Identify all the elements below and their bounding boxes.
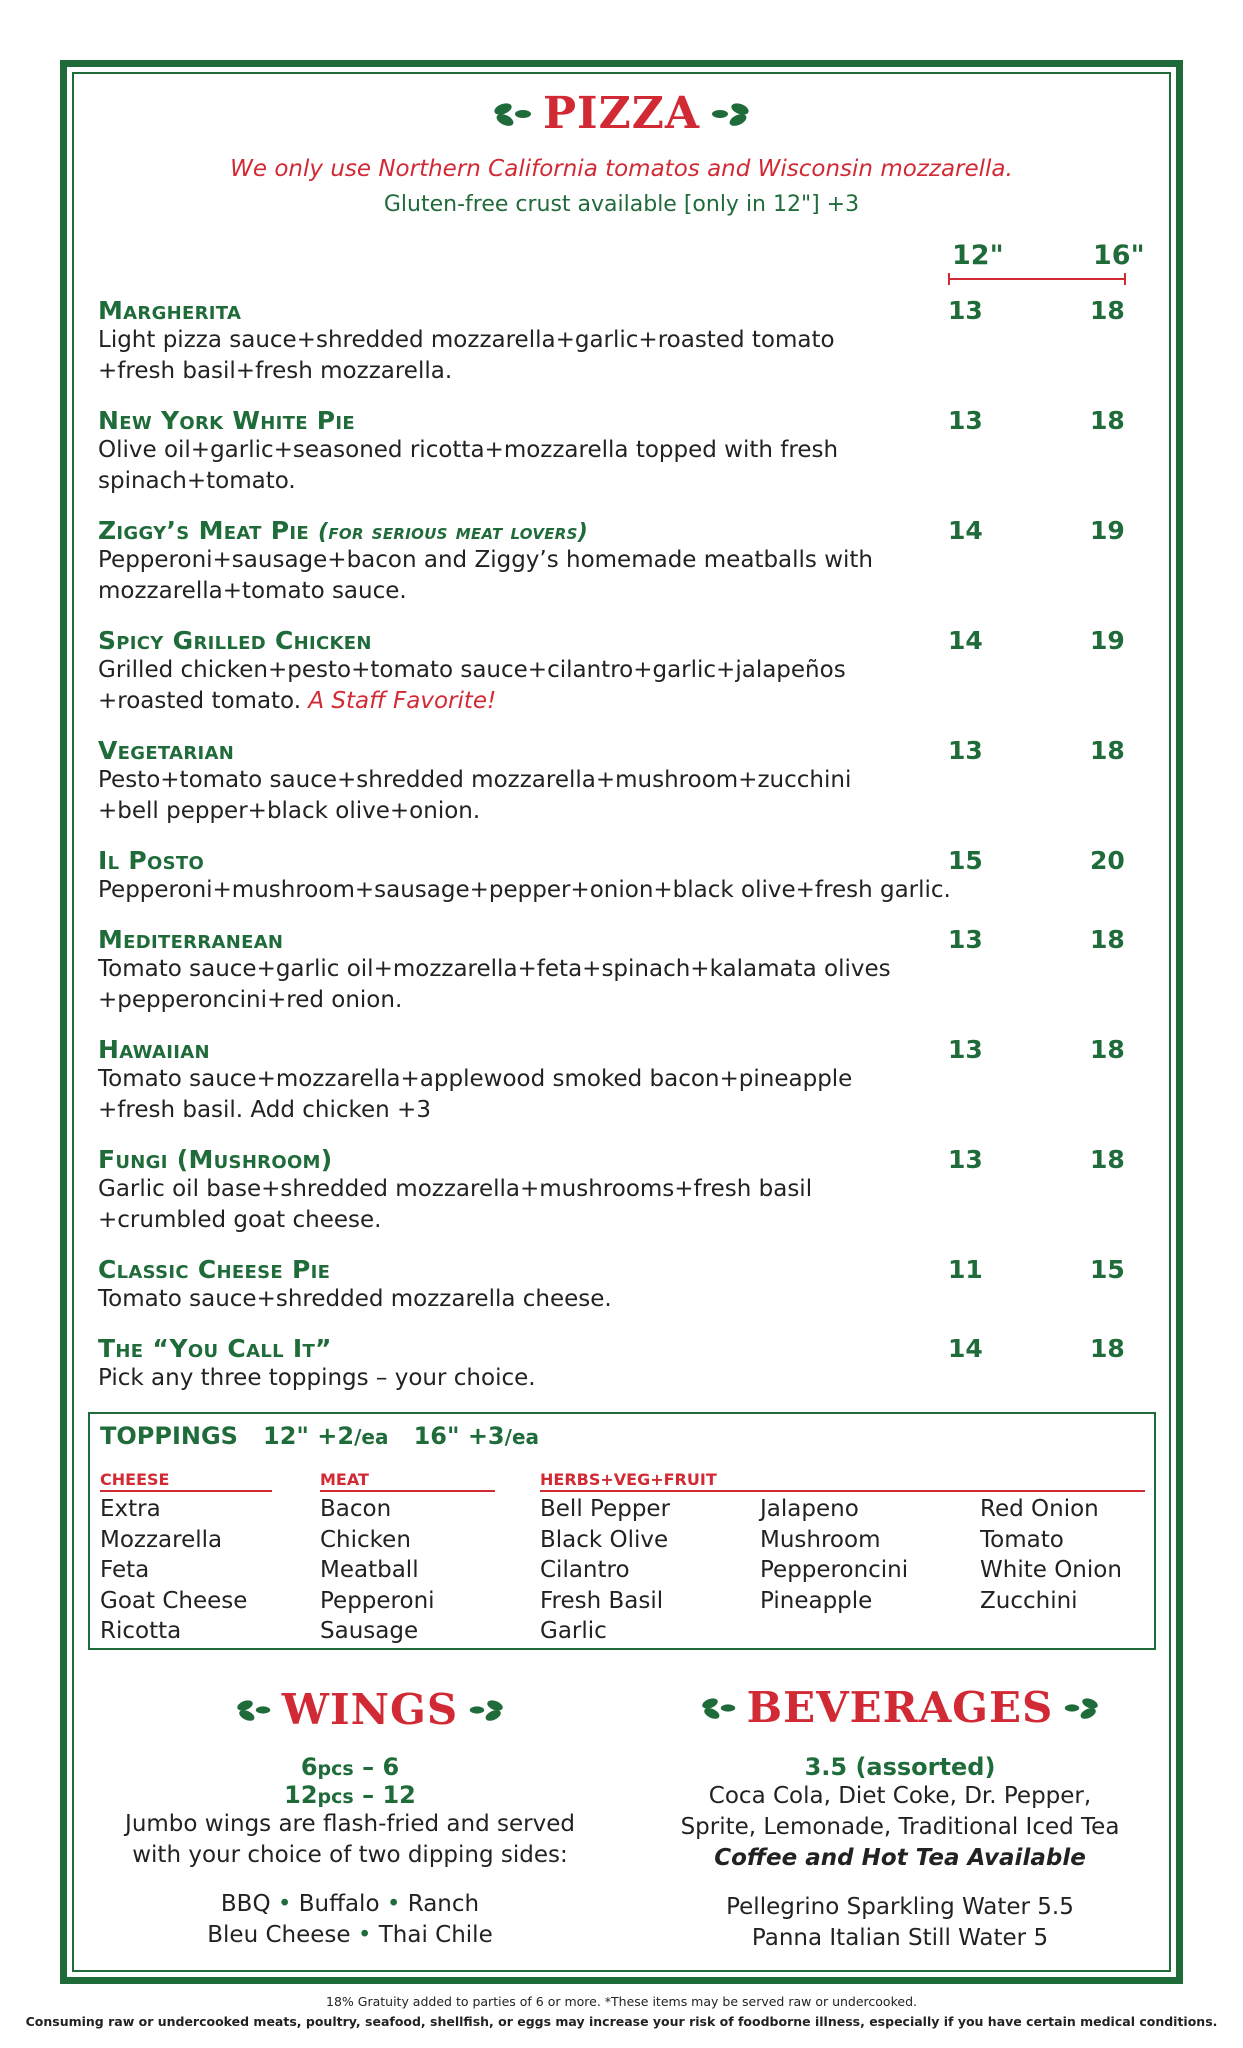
bullet-separator: • <box>386 1891 401 1917</box>
wings-12-price <box>110 1781 590 1809</box>
cheese-title: CHEESE <box>100 1470 272 1492</box>
toppings-price-12: 12" +2 <box>263 1422 355 1450</box>
pizza-desc: Pick any three toppings – your choice. <box>98 1365 536 1391</box>
price-12: 11 <box>948 1255 983 1284</box>
gluten-free-note: Gluten-free crust available [only in 12"] +3 <box>383 192 860 217</box>
topping-item: Black Olive <box>540 1526 669 1553</box>
leaf-ornament-icon <box>710 99 750 129</box>
leaf-ornament-icon <box>701 1694 737 1722</box>
topping-item: Garlic <box>540 1618 607 1644</box>
pizza-item <box>98 1334 1148 1394</box>
price-16: 15 <box>1090 1255 1125 1284</box>
pizza-name: Classic Cheese Pie <box>98 1255 331 1284</box>
pizza-desc: Tomato sauce+shredded mozzarella cheese. <box>98 1286 612 1312</box>
herbs-list-2 <box>760 1494 908 1616</box>
price-16: 18 <box>1090 1145 1125 1174</box>
price-16: 18 <box>1090 1334 1125 1363</box>
topping-item: Bacon <box>320 1496 392 1522</box>
pizza-name: Ziggy’s Meat Pie <box>98 516 309 545</box>
pizza-name: Vegetarian <box>98 736 235 765</box>
wings-title: WINGS <box>281 1685 459 1734</box>
price-12: 13 <box>948 1145 983 1174</box>
size-16-header: 16" <box>1093 240 1145 271</box>
herbs-list-1 <box>540 1494 670 1647</box>
toppings-meat-column <box>320 1470 495 1647</box>
toppings-header <box>100 1422 539 1450</box>
topping-item: Chicken <box>320 1526 411 1553</box>
pizza-desc: spinach+tomato. <box>98 468 296 494</box>
pizza-desc: Light pizza sauce+shredded mozzarella+garlic+roasted tomato <box>98 327 835 353</box>
topping-item: Pepperoncini <box>760 1557 909 1583</box>
per-each-label: /ea <box>504 1425 540 1449</box>
beverages-heading <box>690 1683 1110 1732</box>
pizza-desc: Pepperoni+mushroom+sausage+pepper+onion+black olive+fresh garlic. <box>98 877 951 903</box>
topping-item: Tomato <box>980 1526 1064 1553</box>
leaf-ornament-icon <box>1063 1694 1099 1722</box>
leaf-ornament-icon <box>468 1696 504 1724</box>
topping-item: Ricotta <box>100 1618 182 1644</box>
wings-6-price <box>110 1753 590 1781</box>
pizza-item <box>98 626 1148 717</box>
pizza-name: New York White Pie <box>98 406 356 435</box>
topping-item: Sausage <box>320 1618 419 1644</box>
sauce-option: Thai Chile <box>378 1922 493 1948</box>
pizza-item <box>98 1255 1148 1315</box>
pizza-desc: +roasted tomato. <box>98 688 309 714</box>
coffee-note: Coffee and Hot Tea Available <box>714 1845 1086 1871</box>
pizza-desc: Tomato sauce+mozzarella+applewood smoked bacon+pineapple <box>98 1066 853 1092</box>
wings-desc: Jumbo wings are flash-fried and served <box>125 1811 575 1837</box>
sauce-option: Buffalo <box>298 1891 380 1917</box>
topping-item: Meatball <box>320 1557 419 1583</box>
per-each-label: /ea <box>354 1425 389 1449</box>
pizza-item <box>98 736 1148 827</box>
topping-item: Bell Pepper <box>540 1496 671 1522</box>
pizza-item <box>98 1145 1148 1236</box>
wings-6-count: 6 <box>300 1753 318 1781</box>
pizza-desc: Grilled chicken+pesto+tomato sauce+cilantro+garlic+jalapeños <box>98 657 846 683</box>
price-12: 13 <box>948 406 983 435</box>
price-12: 15 <box>948 846 983 875</box>
pizza-desc: +fresh basil. Add chicken +3 <box>98 1097 431 1123</box>
pizza-name: Hawaiian <box>98 1035 210 1064</box>
pizza-name: Mediterranean <box>98 925 284 954</box>
herbs-list-3 <box>980 1494 1122 1616</box>
size-header-rule <box>948 278 1126 280</box>
meat-title: MEAT <box>320 1470 495 1492</box>
price-12: 13 <box>948 925 983 954</box>
pizza-desc: +crumbled goat cheese. <box>98 1207 382 1233</box>
price-16: 19 <box>1090 626 1125 655</box>
toppings-box <box>88 1412 1156 1650</box>
pizza-desc: +fresh basil+fresh mozzarella. <box>98 358 453 384</box>
bullet-separator: • <box>357 1922 372 1948</box>
pizza-name-note: (for serious meat lovers) <box>318 520 589 545</box>
beverages-info <box>640 1753 1160 1954</box>
water-item: Panna Italian Still Water 5 <box>751 1925 1049 1951</box>
sauce-option: BBQ <box>220 1891 271 1917</box>
price-12: 14 <box>948 516 983 545</box>
toppings-cheese-column <box>100 1470 272 1647</box>
price-16: 18 <box>1090 406 1125 435</box>
pizza-name: Fungi (Mushroom) <box>98 1145 333 1174</box>
pizza-desc: Garlic oil base+shredded mozzarella+mushrooms+fresh basil <box>98 1176 813 1202</box>
wings-heading <box>190 1685 550 1734</box>
pizza-item <box>98 1035 1148 1126</box>
topping-item: Cilantro <box>540 1557 630 1583</box>
pizza-name: The “You Call It” <box>98 1334 332 1363</box>
pizza-desc: Olive oil+garlic+seasoned ricotta+mozzarella topped with fresh <box>98 437 839 463</box>
pizza-desc: +bell pepper+black olive+onion. <box>98 798 481 824</box>
wings-sauces-row <box>110 1889 590 1920</box>
pizza-name-row <box>98 516 1148 545</box>
staff-favorite-note: A Staff Favorite! <box>308 688 497 714</box>
price-12: 14 <box>948 626 983 655</box>
wings-6-cost: – 6 <box>353 1753 400 1781</box>
beverage-list: Sprite, Lemonade, Traditional Iced Tea <box>680 1814 1120 1840</box>
topping-item: Feta <box>100 1557 150 1583</box>
wings-desc: with your choice of two dipping sides: <box>132 1842 568 1868</box>
herbs-title: HERBS+VEG+FRUIT <box>540 1470 1145 1492</box>
pizza-name: Spicy Grilled Chicken <box>98 626 372 655</box>
pizza-desc: mozzarella+tomato sauce. <box>98 578 407 604</box>
beverages-title: BEVERAGES <box>746 1683 1054 1732</box>
pizza-desc: Tomato sauce+garlic oil+mozzarella+feta+spinach+kalamata olives <box>98 956 891 982</box>
toppings-price-16: 16" +3 <box>413 1422 505 1450</box>
footer-consumption-warning: Consuming raw or undercooked meats, poultry, seafood, shellfish, or eggs may increase your risk of foodborne illness, especially if you have certain medical conditions. <box>25 2014 1218 2029</box>
pizza-item <box>98 516 1148 607</box>
sauce-option: Ranch <box>407 1891 480 1917</box>
price-12: 13 <box>948 296 983 325</box>
pizza-desc: Pesto+tomato sauce+shredded mozzarella+mushroom+zucchini <box>98 767 852 793</box>
beverage-price: 3.5 (assorted) <box>804 1753 996 1781</box>
footer-gratuity-note: 18% Gratuity added to parties of 6 or more. *These items may be served raw or undercooked. <box>326 1994 917 2009</box>
price-16: 19 <box>1090 516 1125 545</box>
topping-item: Fresh Basil <box>540 1587 664 1614</box>
leaf-ornament-icon <box>493 99 533 129</box>
topping-item: Pepperoni <box>320 1587 435 1614</box>
topping-item: Goat Cheese <box>100 1587 248 1614</box>
pizza-item <box>98 406 1148 497</box>
toppings-title: TOPPINGS <box>100 1422 238 1450</box>
price-16: 18 <box>1090 296 1125 325</box>
topping-item: Extra Mozzarella <box>100 1496 223 1553</box>
pizza-item <box>98 925 1148 1016</box>
pizza-desc: +pepperoncini+red onion. <box>98 987 403 1013</box>
bullet-separator: • <box>277 1891 292 1917</box>
pcs-label: pcs <box>317 1786 354 1808</box>
pizza-item <box>98 846 1148 906</box>
price-16: 18 <box>1090 736 1125 765</box>
pcs-label: pcs <box>317 1758 354 1780</box>
sauce-option: Bleu Cheese <box>207 1922 351 1948</box>
pizza-name: Margherita <box>98 296 242 325</box>
price-16: 18 <box>1090 1035 1125 1064</box>
leaf-ornament-icon <box>236 1696 272 1724</box>
topping-item: White Onion <box>980 1557 1122 1583</box>
pizza-heading <box>0 88 1243 139</box>
price-12: 13 <box>948 736 983 765</box>
ingredients-note: We only use Northern California tomatos and Wisconsin mozzarella. <box>230 156 1013 182</box>
toppings-herbs-column <box>540 1470 1145 1644</box>
pizza-title: PIZZA <box>542 88 701 139</box>
pizza-name: Il Posto <box>98 846 205 875</box>
wings-12-cost: – 12 <box>353 1781 416 1809</box>
topping-item: Pineapple <box>760 1587 873 1614</box>
pizza-desc: Pepperoni+sausage+bacon and Ziggy’s homemade meatballs with <box>98 547 874 573</box>
wings-sauces-row <box>110 1920 590 1951</box>
beverage-list: Coca Cola, Diet Coke, Dr. Pepper, <box>708 1783 1092 1809</box>
topping-item: Red Onion <box>980 1496 1099 1522</box>
water-item: Pellegrino Sparkling Water 5.5 <box>726 1894 1074 1920</box>
wings-12-count: 12 <box>284 1781 318 1809</box>
topping-item: Mushroom <box>760 1526 881 1553</box>
price-16: 20 <box>1090 846 1125 875</box>
topping-item: Jalapeno <box>760 1496 859 1522</box>
wings-info <box>110 1753 590 1951</box>
price-12: 14 <box>948 1334 983 1363</box>
topping-item: Zucchini <box>980 1587 1078 1614</box>
pizza-desc-row <box>98 686 898 717</box>
price-16: 18 <box>1090 925 1125 954</box>
size-12-header: 12" <box>952 240 1004 271</box>
pizza-item <box>98 296 1148 387</box>
price-12: 13 <box>948 1035 983 1064</box>
